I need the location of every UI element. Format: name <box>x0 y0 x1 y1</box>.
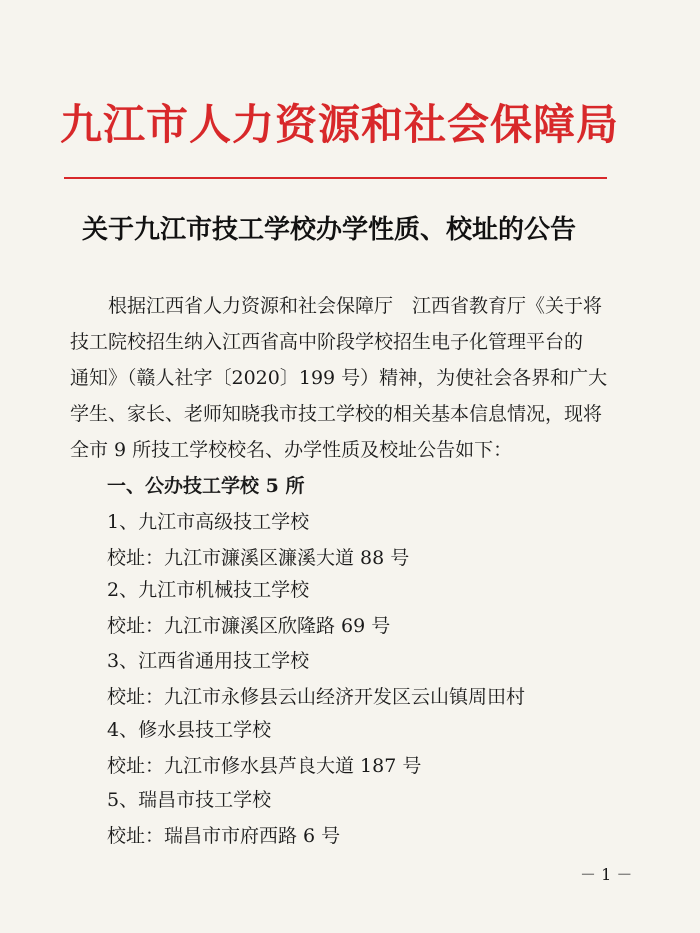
organization-header: 九江市人力资源和社会保障局 <box>60 100 620 149</box>
school-name: 2、九江市机械技工学校 <box>107 579 310 601</box>
school-name: 5、瑞昌市技工学校 <box>107 789 272 811</box>
section-heading: 一、公办技工学校 5 所 <box>107 475 305 497</box>
school-address: 校址：九江市修水县芦良大道 187 号 <box>107 755 422 777</box>
paragraph-line: 通知》（赣人社字〔2020〕199 号）精神，为使社会各界和广大 <box>70 367 608 389</box>
paragraph-line: 技工院校招生纳入江西省高中阶段学校招生电子化管理平台的 <box>70 331 584 353</box>
school-address: 校址：九江市濂溪区欣隆路 69 号 <box>107 615 391 637</box>
school-name: 4、修水县技工学校 <box>107 719 272 741</box>
paragraph-line: 全市 9 所技工学校校名、办学性质及校址公告如下： <box>70 439 513 461</box>
paragraph-line: 根据江西省人力资源和社会保障厅 江西省教育厅《关于将 <box>70 295 603 317</box>
school-name: 1、九江市高级技工学校 <box>107 511 310 533</box>
page-number: － 1 － <box>580 865 633 884</box>
school-address: 校址：九江市濂溪区濂溪大道 88 号 <box>107 547 410 569</box>
paragraph-line: 学生、家长、老师知晓我市技工学校的相关基本信息情况，现将 <box>70 403 603 425</box>
school-address: 校址：瑞昌市市府西路 6 号 <box>107 825 341 847</box>
school-name: 3、江西省通用技工学校 <box>107 650 310 672</box>
school-address: 校址：九江市永修县云山经济开发区云山镇周田村 <box>107 686 526 708</box>
red-divider-line <box>64 177 607 179</box>
document-title: 关于九江市技工学校办学性质、校址的公告 <box>82 215 577 245</box>
